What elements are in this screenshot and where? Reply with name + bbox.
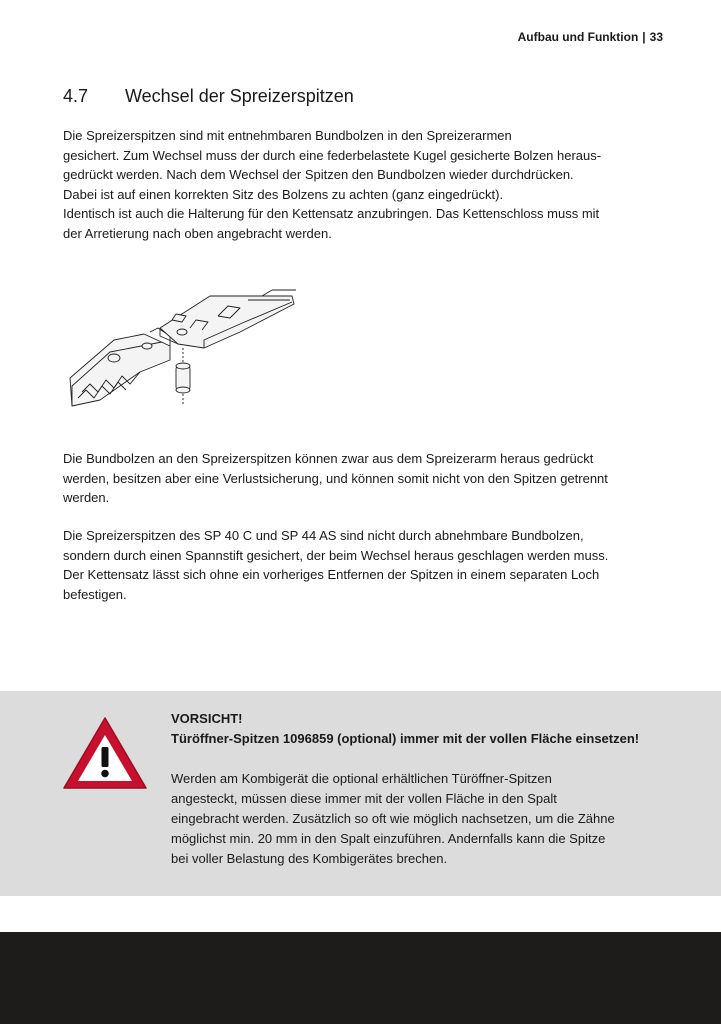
text-line: Die Spreizerspitzen sind mit entnehmbaren Bundbolzen in den Spreizerarmen <box>63 128 512 143</box>
paragraph-3 <box>63 526 663 604</box>
header-separator: | <box>642 30 646 44</box>
text-line: gesichert. Zum Wechsel muss der durch eine federbelastete Kugel gesicherte Bolzen heraus- <box>63 147 602 163</box>
text-line: werden, besitzen aber eine Verlustsicherung, und können somit nicht von den Spitzen getrennt <box>63 470 608 486</box>
text-line: sondern durch einen Spannstift gesichert, der beim Wechsel heraus geschlagen werden muss. <box>63 547 609 563</box>
text-line: werden. <box>63 490 110 505</box>
text-line: angesteckt, müssen diese immer mit der vollen Fläche in den Spalt <box>171 791 557 806</box>
text-line: Identisch ist auch die Halterung für den Kettensatz anzubringen. Das Kettenschloss muss mit <box>63 206 600 221</box>
text-line: Dabei ist auf einen korrekten Sitz des Bolzens zu achten (ganz eingedrückt). <box>63 186 504 202</box>
caution-headline: Türöffner-Spitzen 1096859 (optional) immer mit der vollen Fläche einsetzen! <box>171 731 640 746</box>
caution-box <box>0 691 721 896</box>
text-line: befestigen. <box>63 586 127 602</box>
text-line: Die Bundbolzen an den Spreizerspitzen können zwar aus dem Spreizerarm heraus gedrückt <box>63 451 594 466</box>
caution-label: VORSICHT! <box>171 711 243 726</box>
section-number: 4.7 <box>63 86 89 106</box>
caution-text <box>171 709 691 869</box>
text-line: Werden am Kombigerät die optional erhältlichen Türöffner-Spitzen <box>171 771 552 786</box>
text-line: gedrückt werden. Nach dem Wechsel der Spitzen den Bundbolzen wieder durchdrücken. <box>63 167 574 182</box>
header-section-title: Aufbau und Funktion <box>517 30 639 44</box>
footer-band <box>0 932 721 1024</box>
paragraph-2 <box>63 449 663 508</box>
section-heading <box>63 86 354 107</box>
text-line: möglichst min. 20 mm in den Spalt einzuführen. Andernfalls kann die Spitze <box>171 831 606 846</box>
text-line: bei voller Belastung des Kombigerätes brechen. <box>171 851 448 866</box>
text-line: der Arretierung nach oben angebracht werden. <box>63 225 332 241</box>
spreader-tip-drawing <box>62 288 302 412</box>
warning-triangle-icon <box>62 715 148 791</box>
paragraph-1 <box>63 126 663 243</box>
text-line: Die Spreizerspitzen des SP 40 C und SP 44 AS sind nicht durch abnehmbare Bundbolzen, <box>63 528 584 543</box>
caution-body <box>171 769 691 869</box>
text-line: Der Kettensatz lässt sich ohne ein vorheriges Entfernen der Spitzen in einem separaten Loch <box>63 567 600 582</box>
section-title: Wechsel der Spreizerspitzen <box>125 86 354 106</box>
text-line: eingebracht werden. Zusätzlich so oft wie möglich nachsetzen, um die Zähne <box>171 811 615 826</box>
running-header <box>518 30 663 44</box>
page-number: 33 <box>649 30 663 44</box>
